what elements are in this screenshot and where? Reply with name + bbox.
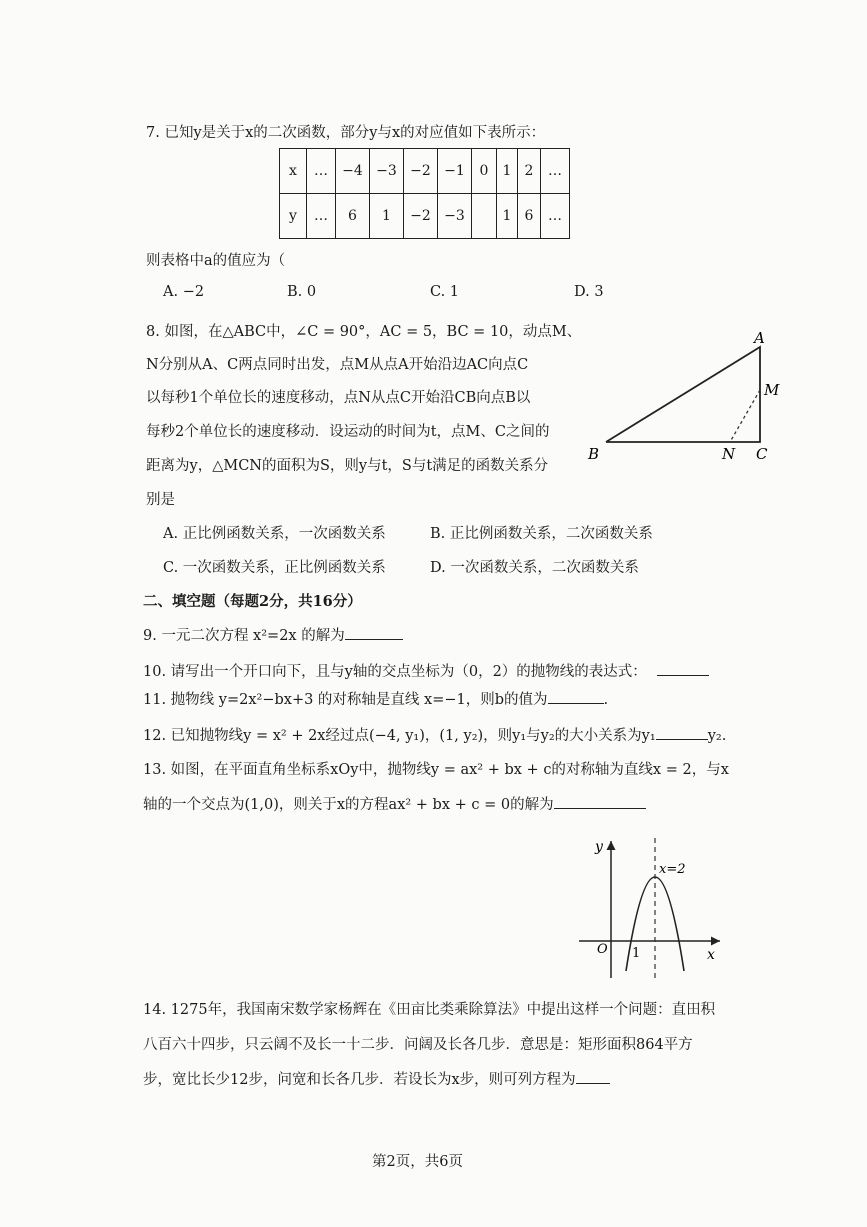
answer-blank[interactable]	[657, 675, 709, 676]
q14-line: 八百六十四步，只云阔不及长一十二步．问阔及长各几步．意思是：矩形面积864平方	[143, 1037, 693, 1053]
table-cell: −2	[404, 194, 438, 239]
q10-text	[143, 660, 709, 681]
q7-stem: 7. 已知y是关于x的二次函数，部分y与x的对应值如下表所示：	[146, 125, 546, 141]
answer-blank[interactable]	[345, 639, 403, 640]
table-cell: −3	[438, 194, 472, 239]
table-cell: 1	[370, 194, 404, 239]
q9-text	[143, 624, 403, 645]
table-cell: 6	[518, 194, 541, 239]
section-heading: 二、填空题（每题2分，共16分）	[143, 593, 362, 610]
segment-mn	[730, 390, 760, 442]
table-row-y	[280, 194, 570, 239]
label-a: A	[754, 329, 765, 347]
q7-value-table	[279, 148, 570, 239]
q12-tail: y₂.	[707, 728, 727, 744]
table-row-x	[280, 149, 570, 194]
q8-triangle-figure	[580, 325, 790, 465]
label-c: C	[756, 445, 768, 463]
answer-blank[interactable]	[576, 1083, 610, 1084]
q12-text	[143, 724, 726, 745]
q14-line3	[143, 1068, 610, 1089]
q7-option-d: D. 3	[574, 284, 604, 300]
table-cell	[472, 194, 497, 239]
q8-line: N分别从A、C两点同时出发，点M从点A开始沿边AC向点C	[146, 357, 529, 373]
q7-option-b: B. 0	[287, 284, 317, 300]
q8-line: 距离为y，△MCN的面积为S，则y与t，S与t满足的函数关系分	[146, 458, 549, 474]
q9-stem: 9. 一元二次方程 x²=2x 的解为	[143, 628, 345, 644]
q13-line2	[143, 793, 646, 814]
q11-tail: .	[603, 692, 609, 708]
q8-line: 8. 如图，在△ABC中，∠C = 90°，AC = 5，BC = 10，动点M、	[146, 324, 582, 340]
label-m: M	[764, 381, 780, 399]
table-cell: −4	[336, 149, 370, 194]
q14-line: 14. 1275年，我国南宋数学家杨辉在《田亩比类乘除算法》中提出这样一个问题：直田积	[143, 1002, 716, 1018]
triangle-abc	[606, 347, 760, 442]
table-cell: −1	[438, 149, 472, 194]
origin-label: O	[597, 942, 608, 957]
q8-line: 以每秒1个单位长的速度移动，点N从点C开始沿CB向点B以	[146, 390, 531, 406]
table-cell: y	[280, 194, 307, 239]
q10-stem: 10. 请写出一个开口向下，且与y轴的交点坐标为（0，2）的抛物线的表达式：	[143, 664, 647, 680]
y-axis-label: y	[595, 839, 603, 855]
q8-line: 别是	[146, 492, 175, 508]
q13-parabola-graph	[575, 833, 725, 983]
q8-line: 每秒2个单位长的速度移动．设运动的时间为t，点M、C之间的	[146, 424, 550, 440]
answer-blank[interactable]	[554, 808, 646, 809]
table-cell: …	[307, 194, 336, 239]
q8-option-c: C. 一次函数关系，正比例函数关系	[163, 560, 386, 576]
x-axis-label: x	[707, 947, 715, 963]
table-cell: x	[280, 149, 307, 194]
q8-option-a: A. 正比例函数关系，一次函数关系	[163, 526, 386, 542]
q13-line1: 13. 如图，在平面直角坐标系xOy中，抛物线y = ax² + bx + c的对称轴为直线x = 2，与x	[143, 762, 729, 778]
table-cell: 6	[336, 194, 370, 239]
symmetry-axis-label: x=2	[659, 862, 686, 877]
q7-ask: 则表格中a的值应为（	[146, 253, 286, 269]
table-cell: −3	[370, 149, 404, 194]
q7-option-a: A. −2	[163, 284, 205, 300]
label-b: B	[588, 445, 600, 463]
answer-blank[interactable]	[656, 739, 708, 740]
answer-blank[interactable]	[548, 703, 604, 704]
q11-stem: 11. 抛物线 y=2x²−bx+3 的对称轴是直线 x=−1，则b的值为	[143, 692, 548, 708]
table-cell: …	[307, 149, 336, 194]
table-cell: 0	[472, 149, 497, 194]
label-n: N	[722, 445, 736, 463]
q8-option-b: B. 正比例函数关系，二次函数关系	[430, 526, 653, 542]
q12-stem: 12. 已知抛物线y = x² + 2x经过点(−4, y₁)，(1, y₂)，则y₁与y₂的大小关系为y₁	[143, 728, 656, 744]
q14-stem: 步，宽比长少12步，问宽和长各几步．若设长为x步，则可列方程为	[143, 1072, 576, 1088]
page-footer: 第2页，共6页	[372, 1154, 463, 1170]
table-cell: −2	[404, 149, 438, 194]
q11-text	[143, 688, 608, 709]
table-cell: …	[541, 149, 570, 194]
tick-label: 1	[632, 946, 641, 961]
table-cell: 2	[518, 149, 541, 194]
table-cell: 1	[497, 149, 518, 194]
q13-stem: 轴的一个交点为(1,0)，则关于x的方程ax² + bx + c = 0的解为	[143, 797, 554, 813]
table-cell: 1	[497, 194, 518, 239]
table-cell: …	[541, 194, 570, 239]
q7-option-c: C. 1	[430, 284, 460, 300]
q8-option-d: D. 一次函数关系，二次函数关系	[430, 560, 639, 576]
